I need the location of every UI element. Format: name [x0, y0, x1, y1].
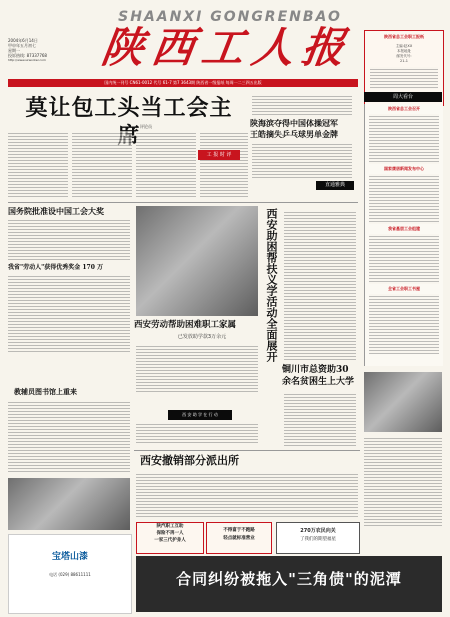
sports-text-top [252, 94, 352, 116]
bottom-section-title: 教辅员图书馆上重来 [14, 388, 77, 396]
lead-body-3 [136, 131, 196, 199]
case-headline: 西安撤销部分派出所 [140, 454, 239, 467]
masthead-date-block [8, 38, 76, 63]
box-column-b [206, 522, 272, 554]
info-text [370, 67, 438, 89]
lead-headline: 莫让包工头当工会主 [25, 95, 233, 121]
tongchuan-headline: 铜川市总资助30余名贫困生上大学 [282, 365, 355, 387]
lunar-date-line: 甲申年五月初七 [8, 43, 36, 48]
photo-tongchuan [364, 372, 442, 432]
sidebar-item-text [369, 114, 439, 164]
lead-body-2 [72, 131, 132, 199]
info-line: 邮发代号: [396, 54, 412, 58]
sidebar-item-title: 陕西省总工会召开 [388, 106, 420, 111]
charity-banner: 西 安 助 学 在 行 动 [168, 410, 232, 420]
phone-line: 投诉热线: 87337768 [8, 53, 47, 58]
sidebar-item-text [369, 294, 439, 354]
website-line: http://www.sxworker.com [8, 58, 46, 62]
sidebar-item-title: 国家康居新闻发布中心 [384, 166, 424, 171]
sports-headline-1: 陕海滨夺得中国体操冠军 [250, 118, 338, 128]
info-line: 本报地址 [397, 49, 411, 53]
photo-award-ceremony [136, 206, 258, 316]
masthead-pinyin: SHAANXI GONGRENBAO [118, 9, 342, 25]
case-body [136, 472, 358, 518]
photo-bottom-left [8, 478, 130, 530]
sports-body [252, 142, 352, 178]
tag-line: 了我们的期望福星 [300, 537, 336, 542]
award-body [136, 344, 258, 392]
box-column-a-line: 陕汽职工互助 [156, 524, 184, 529]
lead-body-1 [8, 131, 68, 199]
ad-brand: 宝塔山漆 [51, 552, 88, 562]
box-column-b-line: 轻点就标准营业 [223, 536, 255, 541]
sports-tag: 直通雅典 [316, 181, 354, 190]
sidebar-item-text [369, 174, 439, 224]
tongchuan-body [284, 392, 356, 448]
sidebar-item-text [369, 234, 439, 284]
tag-box [276, 522, 360, 554]
commentary-label: 工 报 时 评 [198, 150, 240, 160]
ad-box [8, 534, 132, 614]
bottom-section-body [8, 400, 130, 474]
weekday-line: 星期一 [8, 48, 20, 53]
lead-body-4 [200, 131, 248, 199]
news-headline-1: 国务院批准设中国工会大奖 [8, 206, 104, 216]
lead-byline: 评论员 [140, 124, 152, 129]
box-column-a-line: 保险不再一人 [156, 531, 184, 536]
bottom-banner-headline: 合同纠纷被拖入"三角债"的泥潭 [176, 570, 402, 588]
news-body-2 [8, 274, 130, 354]
masthead-title: 陕西工人报 [98, 23, 356, 72]
award-headline: 西安劳动帮助困难职工家属 [134, 320, 237, 330]
vertical-body [284, 210, 356, 360]
masthead-tagline: 陕西省总工会职工报纸 [384, 34, 424, 39]
divider [134, 450, 360, 451]
news-headline-2: 我省"劳动人"获得优秀奖金 170 万 [8, 264, 103, 271]
sidebar-item-title: 全省工会职工书屋 [388, 286, 420, 291]
sidebar-right [364, 104, 443, 366]
week-label: 周大看台 [364, 92, 442, 102]
sidebar-bottom-body [364, 436, 442, 526]
info-line: 21-1 [400, 59, 408, 63]
box-column-a-line: 一家三代护身人 [154, 538, 186, 543]
vertical-heading: 西安助困帮扶义学活动全面展开 [265, 208, 278, 362]
award-subline: 已发放助学款3万余元 [177, 334, 227, 340]
news-body-1 [8, 218, 130, 260]
issue-bar: 国内统一刊号 CN61-0012 代号 61-7 第7 3643期 陕西省一级报纸 每周一二三四五出版 [8, 79, 358, 87]
sidebar-item-title: 我省基层工会组建 [388, 226, 420, 231]
tag-line: 270万农民向关 [300, 528, 336, 534]
date-line: 2004年6月14日 [8, 38, 38, 43]
box-column-a [136, 522, 204, 554]
ad-phone: 电话 (029) 88611111 [49, 572, 91, 577]
sports-headline-2: 王皓摘失乒乓球男单金牌 [250, 129, 338, 139]
box-column-b-line: 不得富于不跑路 [223, 528, 255, 533]
charity-body [136, 422, 258, 444]
info-line: 主编:赵XX [395, 44, 413, 48]
divider [8, 202, 358, 203]
